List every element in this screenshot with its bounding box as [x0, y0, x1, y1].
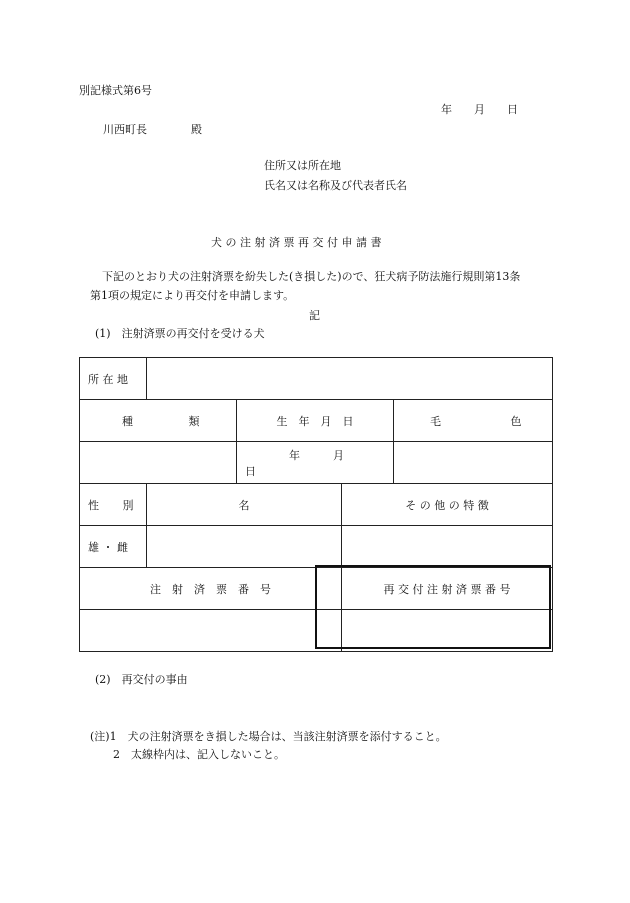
- color-label-2: 色: [510, 414, 522, 428]
- reissue-tag-number-value-cell: [342, 610, 553, 652]
- table-row: [80, 442, 553, 484]
- birthdate-label: 生 年 月 日: [237, 400, 394, 442]
- features-value-cell[interactable]: [342, 526, 553, 568]
- location-label: 所 在 地: [80, 358, 147, 400]
- table-row: [80, 484, 553, 526]
- body-paragraph-line2: 第1項の規定により再交付を申請します。: [90, 289, 295, 302]
- name-label: 名: [147, 484, 342, 526]
- features-label: そ の 他 の 特 徴: [342, 484, 553, 526]
- breed-label-1: 種: [122, 414, 133, 428]
- form-number: 別記様式第6号: [79, 84, 152, 97]
- table-row: [80, 400, 553, 442]
- breed-value-cell[interactable]: [80, 442, 237, 484]
- addressee: 川西町長 殿: [103, 123, 202, 136]
- table-row: [80, 526, 553, 568]
- location-value-cell[interactable]: [147, 358, 553, 400]
- section2-heading: (2) 再交付の事由: [95, 673, 188, 686]
- sex-label-2: 別: [122, 498, 134, 512]
- note-2: 2 太線枠内は、記入しないこと。: [113, 748, 285, 761]
- table-row: [80, 568, 553, 610]
- reissue-tag-number-label: 再 交 付 注 射 済 票 番 号: [342, 568, 553, 610]
- breed-label-cell: [80, 400, 237, 442]
- birthdate-value-cell[interactable]: [237, 442, 394, 484]
- dog-info-table: [79, 357, 553, 652]
- color-label-cell: [394, 400, 553, 442]
- tag-number-value-cell[interactable]: [80, 610, 342, 652]
- sex-label-1: 性: [88, 498, 99, 512]
- table-row: [80, 610, 553, 652]
- ki-mark: 記: [309, 309, 320, 322]
- breed-label-2: 類: [188, 414, 200, 428]
- table-row: [80, 358, 553, 400]
- birthdate-value: 年 月 日: [245, 448, 377, 478]
- name-value-cell[interactable]: [147, 526, 342, 568]
- note-1: (注)1 犬の注射済票をき損した場合は、当該注射済票を添付すること。: [90, 730, 447, 743]
- tag-number-label: 注 射 済 票 番 号: [80, 568, 342, 610]
- sex-value[interactable]: 雄 ・ 雌: [80, 526, 147, 568]
- color-label-1: 毛: [430, 414, 441, 428]
- applicant-address-label: 住所又は所在地: [264, 159, 341, 172]
- body-paragraph-line1: 下記のとおり犬の注射済票を紛失した(き損した)ので、狂犬病予防法施行規則第13条: [102, 270, 521, 283]
- section1-heading: (1) 注射済票の再交付を受ける犬: [95, 327, 265, 340]
- color-value-cell[interactable]: [394, 442, 553, 484]
- sex-label-cell: [80, 484, 147, 526]
- date-line: 年 月 日: [441, 103, 518, 116]
- applicant-name-label: 氏名又は名称及び代表者氏名: [264, 179, 407, 192]
- document-title: 犬 の 注 射 済 票 再 交 付 申 請 書: [211, 236, 382, 249]
